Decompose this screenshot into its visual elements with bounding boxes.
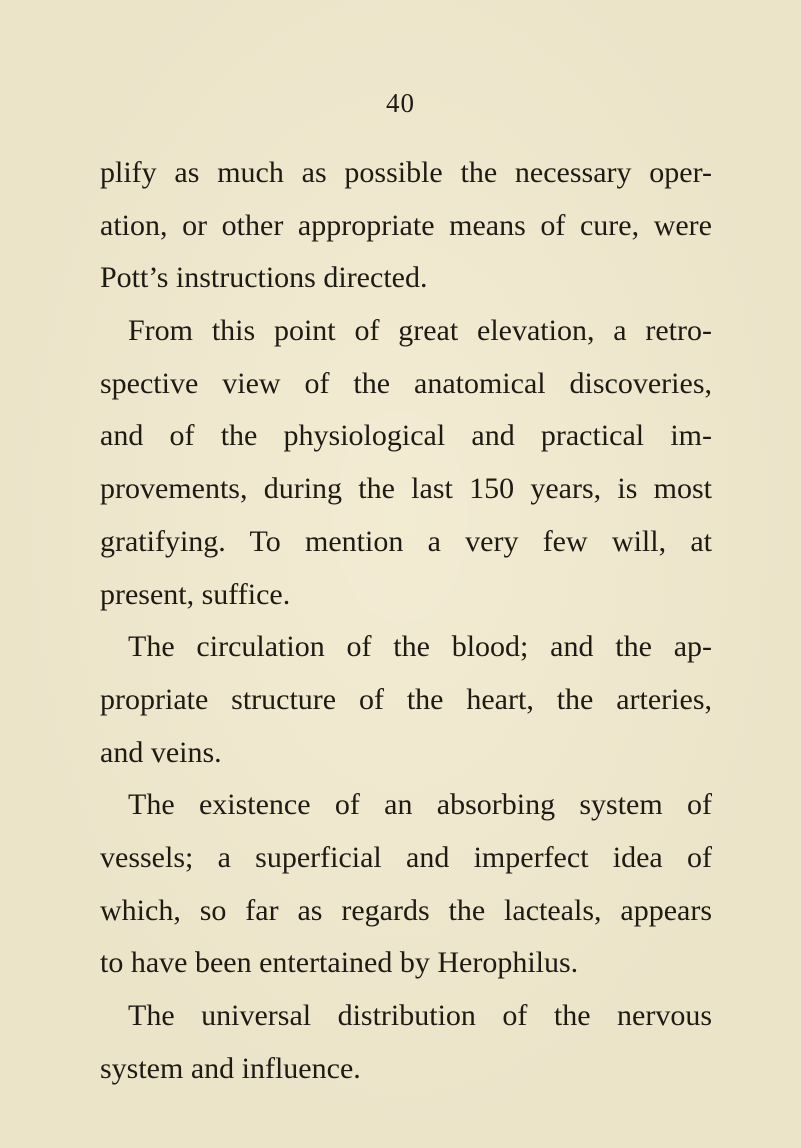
text-line: to have been entertained by Herophilus. xyxy=(100,946,579,980)
text-line: gratifying. To mention a very few will, at xyxy=(100,524,712,558)
text-line: The existence of an absorbing system of xyxy=(128,788,712,822)
text-line: The universal distribution of the nervous xyxy=(128,999,712,1032)
text-line: and of the physiological and practical im- xyxy=(100,419,712,453)
text-line: which, so far as regards the lacteals, appears xyxy=(100,893,712,927)
body-text xyxy=(100,147,712,1095)
text-line: plify as much as possible the necessary oper- xyxy=(100,156,712,189)
text-line: provements, during the last 150 years, is most xyxy=(100,472,712,506)
text-line: vessels; a superficial and imperfect idea of xyxy=(100,840,712,874)
text-line: ation, or other appropriate means of cure, were xyxy=(100,208,712,242)
text-line: system and influence. xyxy=(100,1051,361,1085)
text-line: Pott’s instructions directed. xyxy=(100,261,428,295)
text-line: spective view of the anatomical discoveries, xyxy=(100,366,712,400)
text-line: The circulation of the blood; and the ap- xyxy=(128,630,712,664)
text-line: present, suffice. xyxy=(100,577,291,611)
page-number: 40 xyxy=(386,88,415,118)
text-line: From this point of great elevation, a retro- xyxy=(128,314,712,348)
text-line: and veins. xyxy=(100,735,222,769)
text-line: propriate structure of the heart, the arteries, xyxy=(100,682,712,716)
